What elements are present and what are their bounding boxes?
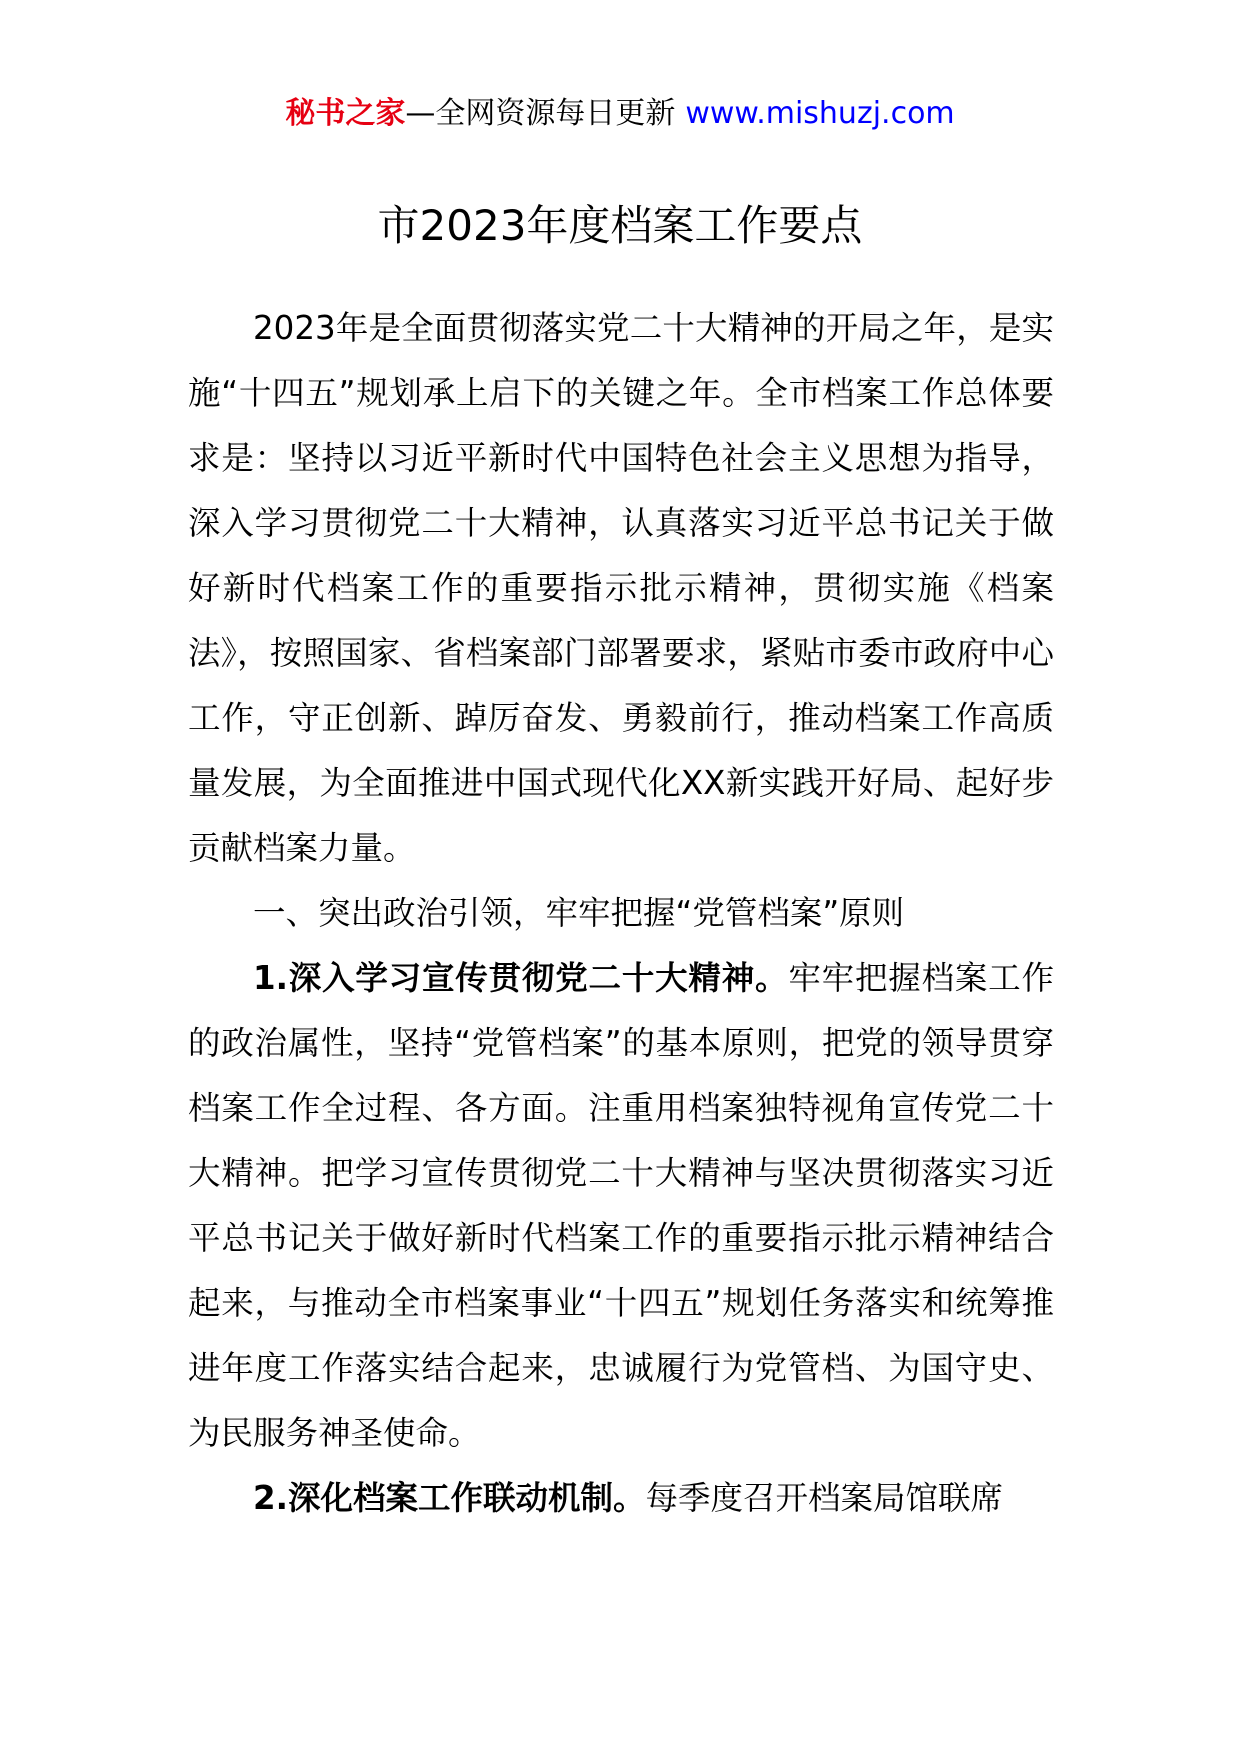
document-body [188, 296, 1054, 1531]
item-1-body: 牢牢把握档案工作的政治属性，坚持“党管档案”的基本原则，把党的领导贯穿档案工作全过程、各方面。注重用档案独特视角宣传党二十大精神。把学习宣传贯彻党二十大精神与坚决贯彻落实习近平总书记关于做好新时代档案工作的重要指示批示精神结合起来，与推动全市档案事业“十四五”规划任务落实和统筹推进年度工作落实结合起来，忠诚履行为党管档、为国守史、为民服务神圣使命。 [188, 959, 1054, 1452]
page-header [0, 92, 1240, 136]
document-title: 市2023年度档案工作要点 [377, 201, 863, 250]
item-2-lead: 2.深化档案工作联动机制。 [253, 1479, 646, 1517]
header-brand: 秘书之家 [285, 96, 406, 131]
section-heading-1: 一、突出政治引领，牢牢把握“党管档案”原则 [253, 894, 905, 932]
header-url-link[interactable]: www.mishuzj.com [685, 96, 955, 131]
item-1-lead: 1.深入学习宣传贯彻党二十大精神。 [253, 959, 789, 997]
header-tagline: —全网资源每日更新 [405, 96, 676, 131]
intro-paragraph: 2023年是全面贯彻落实党二十大精神的开局之年，是实施“十四五”规划承上启下的关键之年。全市档案工作总体要求是：坚持以习近平新时代中国特色社会主义思想为指导，深入学习贯彻党二十大精神，认真落实习近平总书记关于做好新时代档案工作的重要指示批示精神，贯彻实施《档案法》，按照国家、省档案部门部署要求，紧贴市委市政府中心工作，守正创新、踔厉奋发、勇毅前行，推动档案工作高质量发展，为全面推进中国式现代化XX新实践开好局、起好步贡献档案力量。 [188, 309, 1054, 867]
item-2-body: 每季度召开档案局馆联席 [645, 1479, 1003, 1517]
item-1-paragraph [188, 946, 1054, 1466]
item-2-paragraph [188, 1466, 1054, 1531]
